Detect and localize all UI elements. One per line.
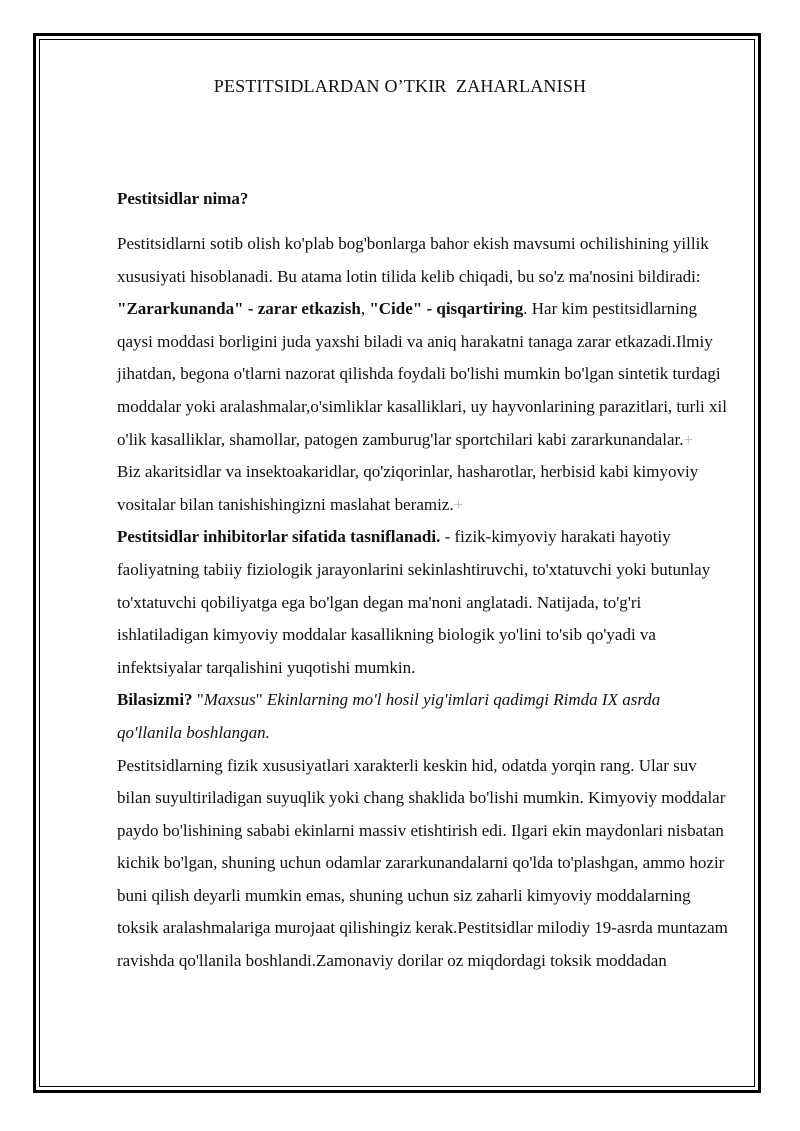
paragraph-did-you-know xyxy=(117,684,729,749)
paragraph-mark: + xyxy=(453,494,464,514)
paragraph-text: Pestitsidlarning fizik xususiyatlari xarakterli keskin hid, odatda yorqin rang. Ular suv bilan suyultiriladigan suyuqlik yoki chang shaklida bo'lishi mumkin. Kimyoviy moddalar paydo bo'lishining sababi ekinlarni massiv etishtirish edi. Ilgari ekin maydonlari nisbatan kichik bo'lgan, shuning uchun odamlar zararkunandalarni qo'lda to'plashgan, ammo hozir buni qilish deyarli mumkin emas, shuning uchun siz zaharli kimyoviy moddalarning toksik aralashmalariga murojaat qilishingiz kerak.Pestitsidlar milodiy 19-asrda muntazam ravishda qo'llanila boshlandi.Zamonaviy dorilar oz miqdordagi toksik moddadan xyxy=(117,755,728,971)
italic-maxsus: Maxsus xyxy=(203,690,256,710)
document-body xyxy=(117,228,729,978)
paragraph-text: , xyxy=(360,299,370,319)
paragraph-mark: + xyxy=(683,429,694,449)
paragraph-definition xyxy=(117,228,729,456)
document-title: PESTITSIDLARDAN O’TKIR ZAHARLANISH xyxy=(213,76,587,96)
paragraph-text: - fizik-kimyoviy harakati hayotiy faoliyatning tabiiy fiziologik jarayonlarini sekinlashtiruvchi, to'xtatuvchi yoki butunlay to'xtatuvchi qobiliyatga ega bo'lgan degan ma'noni anglatadi. Natijada, to'g'ri ishlatiladigan kimyoviy moddalar kasallikning biologik yo'lini to'sib qo'yadi va infektsiyalar tarqalishini yuqotishi mumkin. xyxy=(117,527,711,677)
bold-lead-inhibitors: Pestitsidlar inhibitorlar sifatida tasniflanadi. xyxy=(117,527,441,547)
quote-mark: " xyxy=(192,690,204,710)
paragraph-text: Pestitsidlarni sotib olish ko'plab bog'bonlarga bahor ekish mavsumi ochilishining yillik xususiyati hisoblanadi. Bu atama lotin tilida kelib chiqadi, bu so'z ma'nosini bildiradi: xyxy=(117,234,709,286)
paragraph-properties xyxy=(117,750,729,978)
paragraph-inhibitors xyxy=(117,521,729,684)
bold-term-cide: "Cide" - qisqartiring xyxy=(369,299,524,319)
paragraph-text: . Har kim pestitsidlarning qaysi moddasi borligini juda yaxshi biladi va aniq harakatni tanaga zarar etkazadi.Ilmiy jihatdan, begona o'tlarni nazorat qilishda foydali bo'lishi mumkin bo'lgan sintetik turdagi moddalar yoki aralashmalar,o'simliklar kasalliklari, uy hayvonlarining parazitlari, turli xil o'lik kasalliklar, shamollar, patogen zamburug'lar sportchilari kabi zararkunandalar. xyxy=(117,299,727,449)
bold-lead-bilasizmi: Bilasizmi? xyxy=(117,690,193,710)
bold-term-zararkunanda: "Zararkunanda" - zarar etkazish xyxy=(117,299,361,319)
quote-mark: " xyxy=(255,690,267,710)
paragraph-text: Biz akaritsidlar va insektoakaridlar, qo'ziqorinlar, hasharotlar, herbisid kabi kimyoviy vositalar bilan tanishishingizni maslahat beramiz. xyxy=(117,462,699,514)
italic-fact: Ekinlarning mo'l hosil yig'imlari qadimgi Rimda IX asrda qo'llanila boshlangan. xyxy=(117,690,661,742)
paragraph-recommendation xyxy=(117,456,729,521)
section-heading: Pestitsidlar nima? xyxy=(117,189,249,208)
